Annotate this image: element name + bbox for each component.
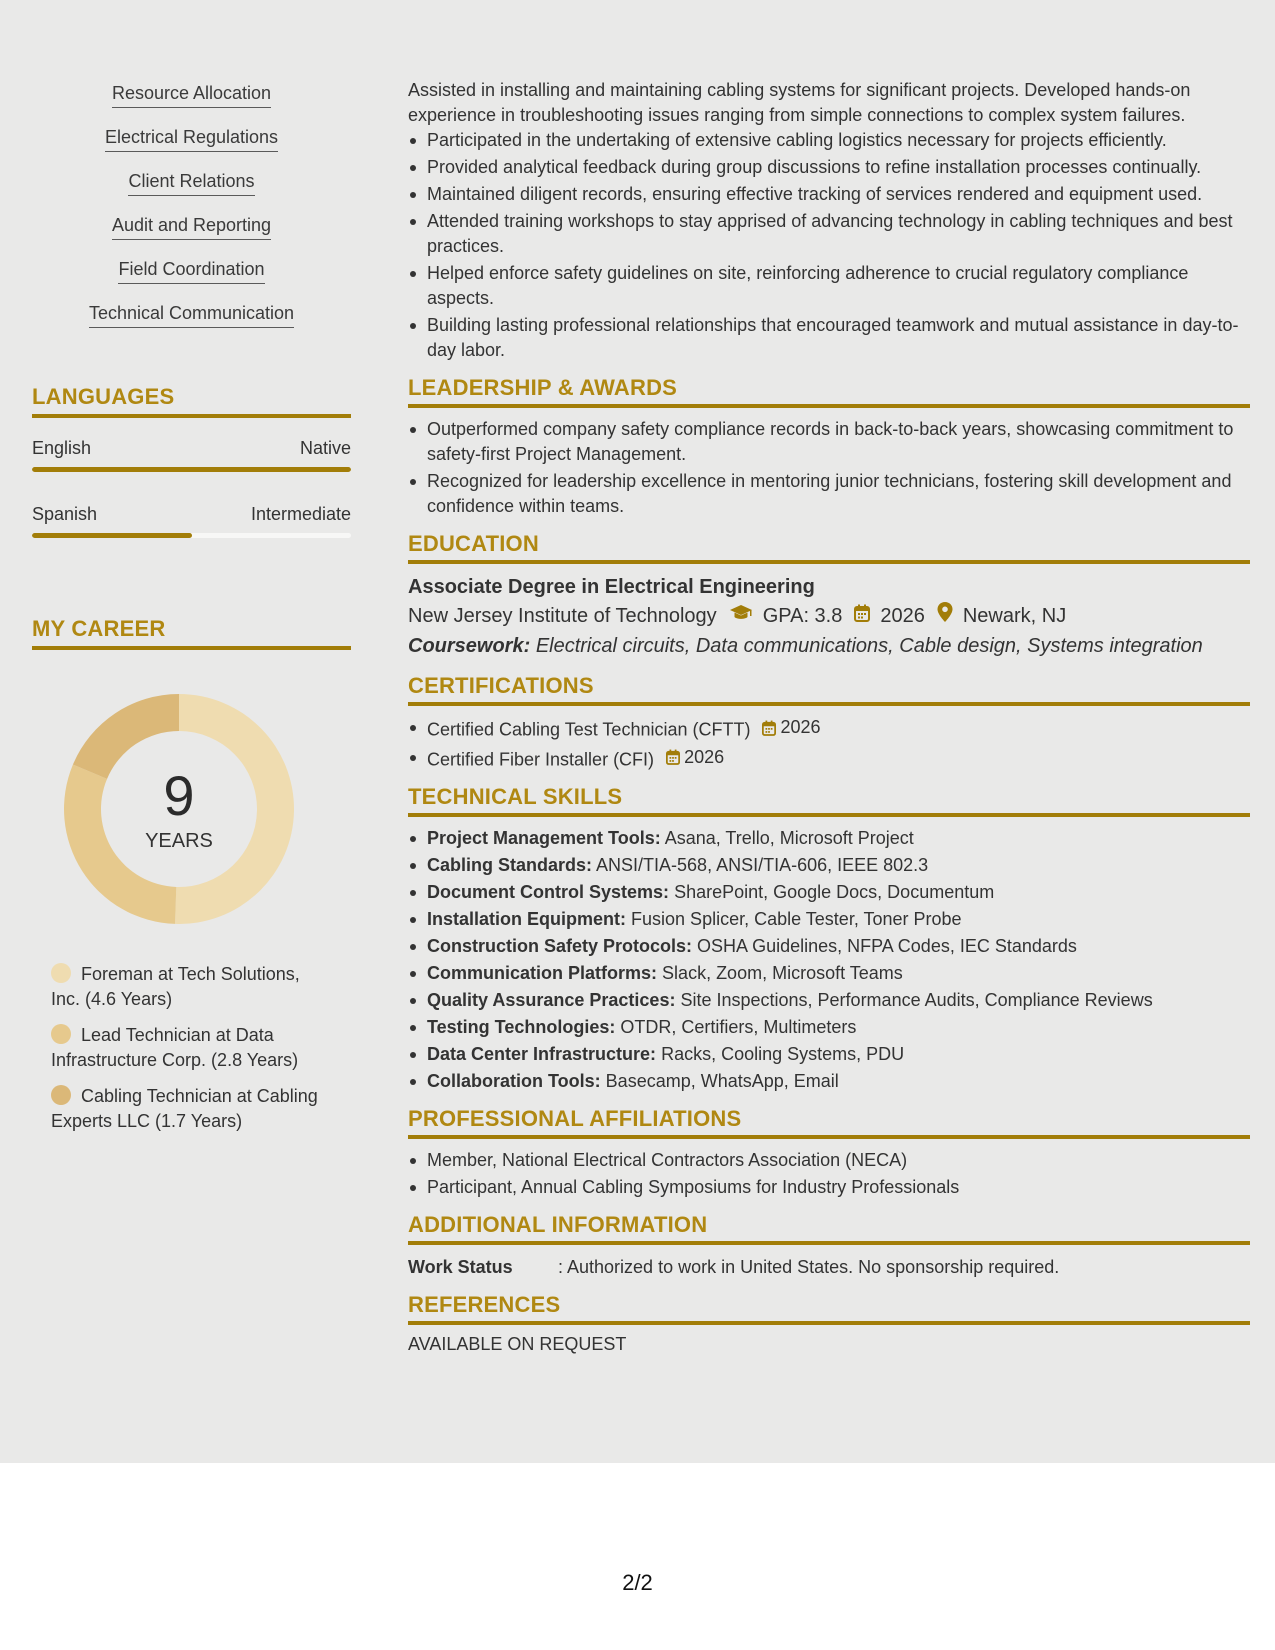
certification-year: 2026 [684, 746, 725, 767]
references-heading: REFERENCES [408, 1292, 1250, 1325]
leadership-heading: LEADERSHIP & AWARDS [408, 375, 1250, 408]
certification-item [408, 745, 1250, 773]
career-legend [51, 962, 331, 1134]
technical-skill-item [408, 1069, 1250, 1094]
skill-tag: Client Relations [128, 168, 254, 196]
technical-skill-label: Installation Equipment: [427, 909, 627, 929]
leadership-bullet: Outperformed company safety compliance records in back-to-back years, showcasing commitment to safety-first Project Management. [408, 417, 1250, 467]
technical-skills-list [408, 826, 1250, 1094]
technical-skill-item [408, 988, 1250, 1013]
education-heading: EDUCATION [408, 531, 1250, 564]
experience-bullets [408, 128, 1250, 363]
left-column [32, 80, 351, 1145]
technical-skill-value: OSHA Guidelines, NFPA Codes, IEC Standards [697, 936, 1077, 956]
work-status-row [408, 1254, 1250, 1280]
technical-skill-item [408, 853, 1250, 878]
language-level: Intermediate [250, 504, 351, 524]
language-name: Spanish [32, 504, 98, 524]
coursework-label: Coursework: [408, 635, 531, 657]
technical-skill-value: Racks, Cooling Systems, PDU [661, 1044, 905, 1064]
technical-skill-value: Basecamp, WhatsApp, Email [605, 1071, 839, 1091]
career-total-years: 9 [163, 764, 195, 827]
skill-tags [32, 80, 351, 344]
skill-tag: Field Coordination [118, 256, 264, 284]
right-column [408, 78, 1250, 1355]
skill-tag: Resource Allocation [112, 80, 271, 108]
education-location: Newark, NJ [962, 605, 1067, 627]
career-legend-label: Lead Technician at Data Infrastructure Corp. (2.8 Years) [51, 1025, 299, 1070]
technical-skill-value: Fusion Splicer, Cable Tester, Toner Probe [631, 909, 962, 929]
technical-skill-value: OTDR, Certifiers, Multimeters [620, 1017, 857, 1037]
career-legend-label: Cabling Technician at Cabling Experts LLC (1.7 Years) [51, 1086, 318, 1131]
work-status-value: : Authorized to work in United States. No sponsorship required. [558, 1257, 1060, 1277]
certification-name: Certified Cabling Test Technician (CFTT) [427, 719, 751, 740]
work-status-label: Work Status [408, 1257, 513, 1277]
education-details [408, 601, 1250, 631]
language-bar [32, 533, 351, 538]
page-number: 2/2 [622, 1570, 653, 1595]
technical-skill-label: Communication Platforms: [427, 963, 658, 983]
experience-bullet: Building lasting professional relationships that encouraged teamwork and mutual assistance in day-to-day labor. [408, 313, 1250, 363]
skill-tag: Audit and Reporting [112, 212, 271, 240]
language-row [32, 504, 351, 525]
education-gpa: GPA: 3.8 [762, 605, 843, 627]
technical-skill-label: Quality Assurance Practices: [427, 990, 676, 1010]
language-bar-fill [32, 467, 351, 472]
language-name: English [32, 438, 92, 458]
certification-item [408, 715, 1250, 743]
education-year: 2026 [880, 605, 925, 627]
calendar-icon [762, 720, 776, 736]
experience-bullet: Provided analytical feedback during group discussions to refine installation processes continually. [408, 155, 1250, 180]
language-bar [32, 467, 351, 472]
technical-skill-item [408, 1015, 1250, 1040]
technical-skill-label: Document Control Systems: [427, 882, 670, 902]
legend-dot [51, 1024, 71, 1044]
additional-info-heading: ADDITIONAL INFORMATION [408, 1212, 1250, 1245]
graduation-cap-icon [729, 601, 753, 631]
career-legend-item [51, 1023, 331, 1073]
technical-skill-label: Project Management Tools: [427, 828, 661, 848]
education-school: New Jersey Institute of Technology [408, 605, 717, 627]
certifications-list [408, 715, 1250, 772]
skill-tag: Technical Communication [89, 300, 294, 328]
legend-dot [51, 963, 71, 983]
affiliations-heading: PROFESSIONAL AFFILIATIONS [408, 1106, 1250, 1139]
certification-year: 2026 [780, 717, 821, 737]
career-legend-label: Foreman at Tech Solutions, Inc. (4.6 Years) [51, 964, 300, 1009]
affiliation-item: Member, National Electrical Contractors Association (NECA) [408, 1148, 1250, 1173]
references-text: AVAILABLE ON REQUEST [408, 1334, 627, 1354]
affiliation-item: Participant, Annual Cabling Symposiums for Industry Professionals [408, 1175, 1250, 1200]
education-degree: Associate Degree in Electrical Engineering [408, 576, 815, 598]
career-legend-item [51, 1084, 331, 1134]
technical-skills-heading: TECHNICAL SKILLS [408, 784, 1250, 817]
calendar-icon [854, 601, 870, 631]
language-bar-fill [32, 533, 192, 538]
experience-bullet: Maintained diligent records, ensuring effective tracking of services rendered and equipment used. [408, 182, 1250, 207]
technical-skill-item [408, 907, 1250, 932]
technical-skill-item [408, 880, 1250, 905]
experience-bullet: Helped enforce safety guidelines on site, reinforcing adherence to crucial regulatory compliance aspects. [408, 261, 1250, 311]
experience-bullet: Participated in the undertaking of extensive cabling logistics necessary for projects efficiently. [408, 128, 1250, 153]
certifications-heading: CERTIFICATIONS [408, 673, 1250, 706]
technical-skill-label: Cabling Standards: [427, 855, 593, 875]
technical-skill-label: Collaboration Tools: [427, 1071, 601, 1091]
language-level: Native [299, 438, 351, 458]
map-pin-icon [937, 601, 953, 631]
leadership-bullet: Recognized for leadership excellence in mentoring junior technicians, fostering skill development and confidence within teams. [408, 469, 1250, 519]
technical-skill-value: SharePoint, Google Docs, Documentum [674, 882, 995, 902]
technical-skill-label: Data Center Infrastructure: [427, 1044, 657, 1064]
experience-summary: Assisted in installing and maintaining cabling systems for significant projects. Developed hands-on experience in troubleshooting issues ranging from simple connections to complex system failures. [408, 80, 1191, 125]
career-years-label: YEARS [145, 830, 213, 852]
leadership-bullets [408, 417, 1250, 519]
certification-name: Certified Fiber Installer (CFI) [427, 749, 655, 769]
career-donut-chart [64, 694, 294, 924]
technical-skill-label: Testing Technologies: [427, 1017, 616, 1037]
experience-bullet: Attended training workshops to stay apprised of advancing technology in cabling techniques and best practices. [408, 209, 1250, 259]
skill-tag: Electrical Regulations [105, 124, 278, 152]
technical-skill-value: ANSI/TIA-568, ANSI/TIA-606, IEEE 802.3 [596, 855, 929, 875]
technical-skill-item [408, 826, 1250, 851]
technical-skill-value: Site Inspections, Performance Audits, Compliance Reviews [680, 990, 1153, 1010]
coursework-list: Electrical circuits, Data communications, Cable design, Systems integration [535, 635, 1203, 657]
technical-skill-value: Slack, Zoom, Microsoft Teams [662, 963, 903, 983]
education-coursework [408, 631, 1250, 661]
calendar-icon [666, 749, 680, 765]
technical-skill-value: Asana, Trello, Microsoft Project [664, 828, 914, 848]
technical-skill-item [408, 934, 1250, 959]
language-row [32, 438, 351, 459]
languages-heading: LANGUAGES [32, 384, 351, 418]
affiliations-list [408, 1148, 1250, 1200]
career-heading: MY CAREER [32, 616, 351, 650]
technical-skill-item [408, 961, 1250, 986]
career-legend-item [51, 962, 331, 1012]
technical-skill-item [408, 1042, 1250, 1067]
technical-skill-label: Construction Safety Protocols: [427, 936, 693, 956]
legend-dot [51, 1085, 71, 1105]
